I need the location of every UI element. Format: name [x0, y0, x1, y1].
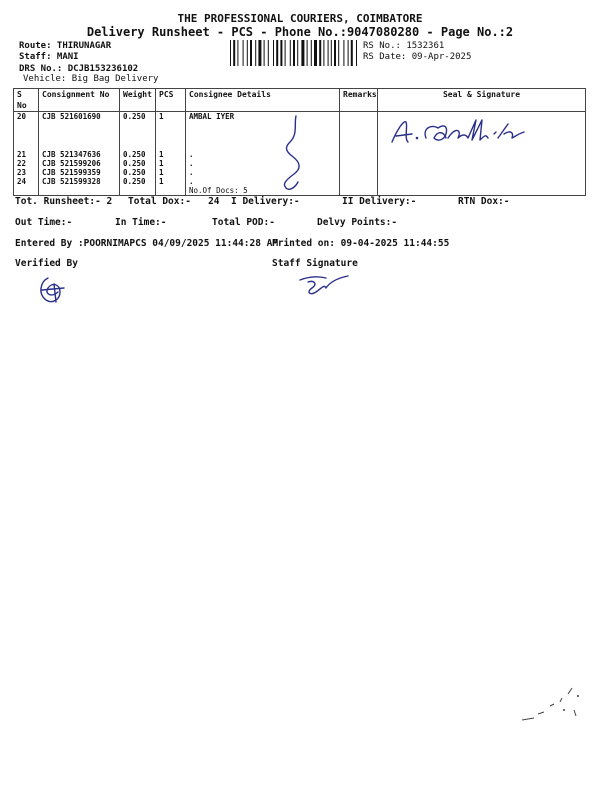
cell-remarks [340, 168, 378, 177]
cell-pcs: 1 [156, 159, 186, 168]
col-pcs: PCS [156, 89, 186, 112]
cell-consignment: CJB 521599328 [39, 177, 120, 186]
barcode-bar [237, 40, 238, 66]
cell-remarks [340, 177, 378, 186]
cell-signature [378, 177, 586, 186]
staff-signature-mark [296, 270, 352, 298]
cell-weight: 0.250 [120, 159, 156, 168]
barcode-bar [280, 40, 282, 66]
cell-consignee: . [186, 159, 340, 168]
vehicle: Vehicle: Big Bag Delivery [23, 74, 159, 84]
barcode-bar [356, 40, 357, 66]
col-seal-signature: Seal & Signature [378, 89, 586, 112]
barcode-bar [293, 40, 295, 66]
barcode-bar [258, 40, 261, 66]
col-consignee: Consignee Details [186, 89, 340, 112]
barcode-bar [301, 40, 304, 66]
barcode-bar [331, 40, 332, 66]
barcode-bar [351, 40, 353, 66]
i-delivery: I Delivery:- [231, 196, 300, 207]
barcode-bar [230, 40, 231, 66]
barcode-bar [255, 40, 256, 66]
handwritten-bracket-mark [276, 112, 306, 192]
col-remarks: Remarks [340, 89, 378, 112]
cell-weight: 0.250 [120, 150, 156, 159]
ii-delivery: II Delivery:- [342, 196, 417, 207]
barcode-bar [343, 40, 344, 66]
cell-consignee: . [186, 177, 340, 186]
barcode-bar [276, 40, 278, 66]
cell-signature [378, 168, 586, 177]
route: Route: THIRUNAGAR [19, 41, 112, 51]
cell-consignment: CJB 521599206 [39, 159, 120, 168]
total-dox: Total Dox:- 24 [128, 196, 220, 207]
col-consignment: Consignment No [39, 89, 120, 112]
company-name: THE PROFESSIONAL COURIERS, COIMBATORE [177, 12, 423, 25]
cell-weight: 0.250 [120, 177, 156, 186]
in-time: In Time:- [115, 217, 167, 228]
barcode-bar [285, 40, 286, 66]
cell-consignee: . [186, 150, 340, 159]
rs-number: RS No.: 1532361 [363, 41, 445, 51]
barcode-bar [290, 40, 291, 66]
barcode-bar [247, 40, 248, 66]
cell-remarks [340, 159, 378, 168]
cell-sno: 22 [14, 159, 39, 168]
barcode-image [230, 40, 358, 66]
cell-remarks [340, 112, 378, 122]
staff-signature-label: Staff Signature [272, 258, 358, 269]
no-of-docs: No.Of Docs: 5 [186, 186, 340, 196]
staff: Staff: MANI [19, 52, 79, 62]
col-sno: S No [14, 89, 39, 112]
barcode-bar [328, 40, 329, 66]
barcode-bar [314, 40, 317, 66]
barcode-bar [311, 40, 312, 66]
col-weight: Weight [120, 89, 156, 112]
barcode-bar [243, 40, 244, 66]
cell-sno: 23 [14, 168, 39, 177]
verifier-signature [34, 274, 74, 306]
barcode-bar [319, 40, 321, 66]
verified-by-label: Verified By [15, 258, 78, 269]
out-time: Out Time:- [15, 217, 73, 228]
cell-sno: 24 [14, 177, 39, 186]
barcode-bar [348, 40, 349, 66]
cell-consignee: AMBAL IYER [186, 112, 340, 122]
barcode-bar [264, 40, 265, 66]
rs-date: RS Date: 09-Apr-2025 [363, 52, 472, 62]
cell-signature [378, 159, 586, 168]
cell-weight: 0.250 [120, 168, 156, 177]
scan-smudge-marks [520, 684, 584, 724]
cell-weight: 0.250 [120, 112, 156, 122]
drs-number: DRS No.: DCJB153236102 [19, 64, 139, 74]
tot-runsheet: Tot. Runsheet:- 2 [15, 196, 113, 207]
barcode-bar [250, 40, 252, 66]
barcode-bar [268, 40, 269, 66]
cell-sno: 21 [14, 150, 39, 159]
cell-remarks [340, 150, 378, 159]
cell-consignment: CJB 521347636 [39, 150, 120, 159]
runsheet-title: Delivery Runsheet - PCS - Phone No.:9047080280 - Page No.:2 [86, 25, 514, 39]
cell-pcs: 1 [156, 150, 186, 159]
barcode-bar [338, 40, 339, 66]
cell-pcs: 1 [156, 177, 186, 186]
cell-consignee: . [186, 168, 340, 177]
barcode-bar [323, 40, 324, 66]
cell-sno: 20 [14, 112, 39, 122]
barcode-bar [233, 40, 235, 66]
printed-on: Printed on: 09-04-2025 11:44:55 [272, 238, 450, 249]
cell-consignment: CJB 521599359 [39, 168, 120, 177]
barcode-bar [297, 40, 298, 66]
barcode-bar [273, 40, 274, 66]
cell-pcs: 1 [156, 112, 186, 122]
entered-by: Entered By :POORNIMAPCS 04/09/2025 11:44:28 AM [15, 238, 279, 249]
barcode-bar [307, 40, 308, 66]
total-pod: Total POD:- [212, 217, 275, 228]
cell-pcs: 1 [156, 168, 186, 177]
barcode-bar [334, 40, 336, 66]
cell-consignment: CJB 521601690 [39, 112, 120, 122]
recipient-signature [386, 116, 536, 152]
rtn-dox: RTN Dox:- [458, 196, 510, 207]
delvy-points: Delvy Points:- [317, 217, 398, 228]
